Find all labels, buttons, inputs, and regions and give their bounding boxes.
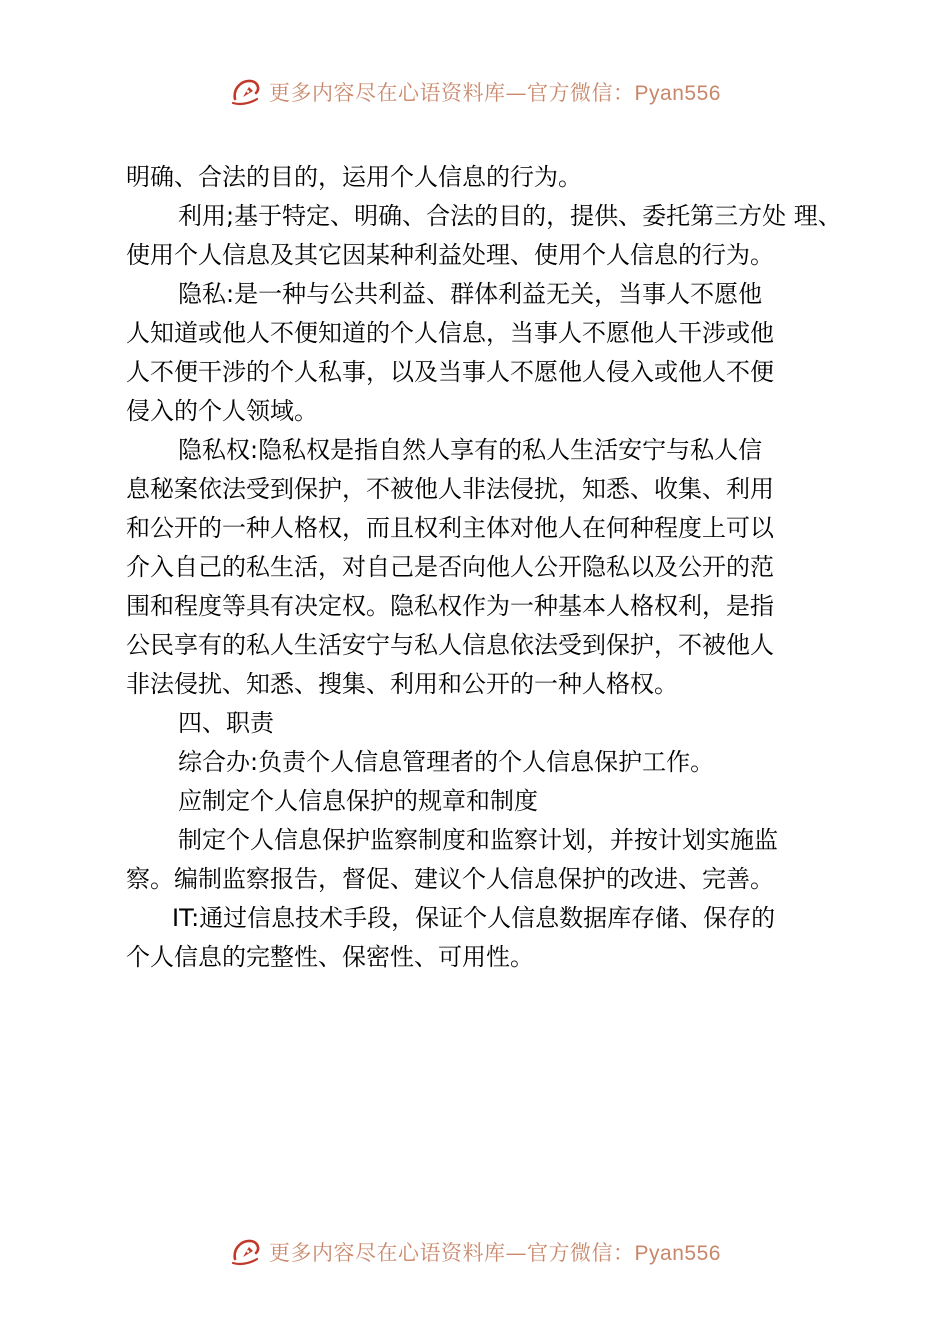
text-line: 介入自己的私生活，对自己是否向他人公开隐私以及公开的范 — [126, 553, 774, 581]
text-line: 个人信息的完整性、保密性、可用性。 — [126, 943, 534, 971]
footer-watermark — [229, 1235, 721, 1269]
watermark-text — [269, 1237, 721, 1267]
pen-nib-logo-icon — [229, 1235, 263, 1269]
text-line: 应制定个人信息保护的规章和制度 — [178, 787, 538, 815]
text-line: 公民享有的私人生活安宁与私人信息依法受到保护，不被他人 — [126, 631, 774, 659]
text-line: 制定个人信息保护监察制度和监察计划，并按计划实施监 — [178, 826, 778, 854]
section-heading: 四、职责 — [178, 709, 274, 737]
text-line: 非法侵扰、知悉、搜集、利用和公开的一种人格权。 — [126, 670, 678, 698]
document-body — [126, 158, 842, 977]
text-line: 察。编制监察报告，督促、建议个人信息保护的改进、完善。 — [126, 865, 774, 893]
text-line: 使用个人信息及其它因某种利益处理、使用个人信息的行为。 — [126, 241, 774, 269]
text-line: 综合办:负责个人信息管理者的个人信息保护工作。 — [178, 748, 715, 776]
text-line: 息秘案依法受到保护，不被他人非法侵扰，知悉、收集、利用 — [126, 475, 774, 503]
pen-nib-logo-icon — [229, 75, 263, 109]
wechat-id: Pyan556 — [634, 1242, 721, 1265]
watermark-label: 更多内容尽在心语资料库—官方微信： — [269, 81, 635, 105]
watermark-text — [269, 77, 721, 107]
text-line: 人知道或他人不便知道的个人信息，当事人不愿他人干涉或他 — [126, 319, 774, 347]
text-line: 明确、合法的目的，运用个人信息的行为。 — [126, 163, 582, 191]
wechat-id: Pyan556 — [634, 82, 721, 105]
text-line: 和公开的一种人格权，而且权利主体对他人在何种程度上可以 — [126, 514, 774, 542]
text-line: 围和程度等具有决定权。隐私权作为一种基本人格权利，是指 — [126, 592, 774, 620]
footer-watermark-banner — [0, 1232, 950, 1272]
text-line: 隐私:是一种与公共利益、群体利益无关，当事人不愿他 — [178, 280, 763, 308]
text-line: 隐私权:隐私权是指自然人享有的私人生活安宁与私人信 — [178, 436, 763, 464]
text-line: 人不便干涉的个人私事，以及当事人不愿他人侵入或他人不便 — [126, 358, 774, 386]
text-line: 侵入的个人领域。 — [126, 397, 318, 425]
header-watermark — [229, 75, 721, 109]
watermark-label: 更多内容尽在心语资料库—官方微信： — [269, 1241, 635, 1265]
text-line: IT:通过信息技术手段，保证个人信息数据库存储、保存的 — [172, 904, 776, 932]
header-watermark-banner — [0, 72, 950, 112]
text-line: 利用;基于特定、明确、合法的目的，提供、委托第三方处 理、 — [178, 202, 842, 230]
